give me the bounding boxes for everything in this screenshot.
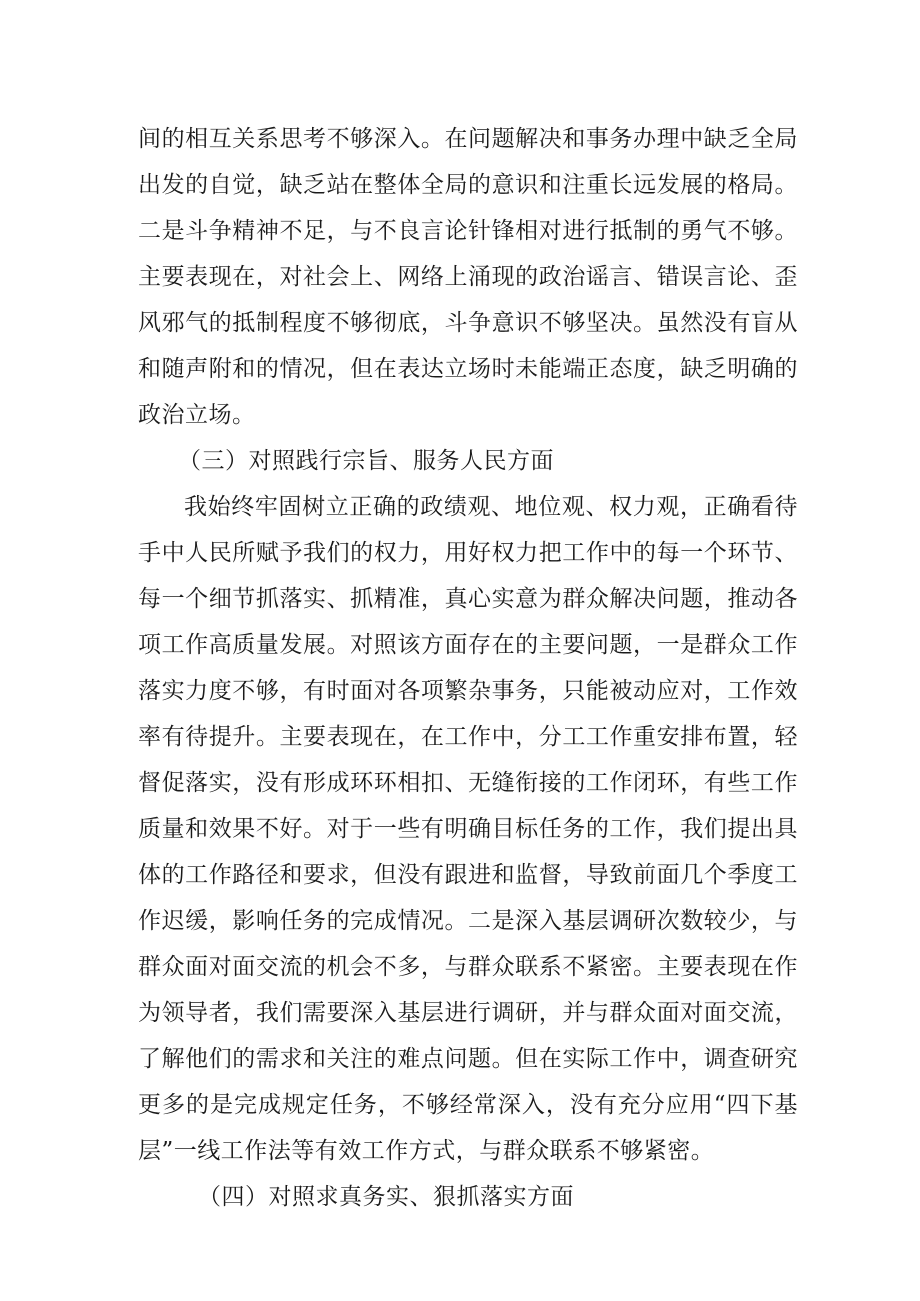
text-line: 间的相互关系思考不够深入。在问题解决和事务办理中缺乏全局 [138, 126, 798, 152]
paragraph-first-line: 我始终牢固树立正确的政绩观、地位观、权力观，正确看待 [184, 494, 798, 520]
text-line: 项工作高质量发展。对照该方面存在的主要问题，一是群众工作 [138, 632, 798, 658]
text-line: 每一个细节抓落实、抓精准，真心实意为群众解决问题，推动各 [138, 586, 798, 612]
text-line: 层”一线工作法等有效工作方式，与群众联系不够紧密。 [138, 1138, 715, 1164]
text-line: 了解他们的需求和关注的难点问题。但在实际工作中，调查研究 [138, 1046, 798, 1072]
text-line: 手中人民所赋予我们的权力，用好权力把工作中的每一个环节、 [138, 540, 798, 566]
text-line: 二是斗争精神不足，与不良言论针锋相对进行抵制的勇气不够。 [138, 218, 798, 244]
text-line: 风邪气的抵制程度不够彻底，斗争意识不够坚决。虽然没有盲从 [138, 310, 798, 336]
text-line: 作迟缓，影响任务的完成情况。二是深入基层调研次数较少，与 [138, 908, 798, 934]
text-line: 政治立场。 [138, 402, 256, 428]
body-text [138, 116, 798, 1220]
text-line: 督促落实，没有形成环环相扣、无缝衔接的工作闭环，有些工作 [138, 770, 798, 796]
text-line: 出发的自觉，缺乏站在整体全局的意识和注重长远发展的格局。 [138, 172, 798, 198]
text-line: 群众面对面交流的机会不多，与群众联系不紧密。主要表现在作 [138, 954, 798, 980]
text-line: 率有待提升。主要表现在，在工作中，分工工作重安排布置，轻 [138, 724, 798, 750]
text-line: 为领导者，我们需要深入基层进行调研，并与群众面对面交流， [138, 1000, 798, 1026]
section-heading-4: （四）对照求真务实、狠抓落实方面 [198, 1184, 574, 1210]
text-line: 和随声附和的情况，但在表达立场时未能端正态度，缺乏明确的 [138, 356, 798, 382]
text-line: 落实力度不够，有时面对各项繁杂事务，只能被动应对，工作效 [138, 678, 798, 704]
section-heading-3: （三）对照践行宗旨、服务人民方面 [178, 448, 554, 474]
text-line: 主要表现在，对社会上、网络上涌现的政治谣言、错误言论、歪 [138, 264, 798, 290]
text-line: 体的工作路径和要求，但没有跟进和监督，导致前面几个季度工 [138, 862, 798, 888]
text-line: 质量和效果不好。对于一些有明确目标任务的工作，我们提出具 [138, 816, 798, 842]
text-line: 更多的是完成规定任务，不够经常深入，没有充分应用“四下基 [138, 1092, 798, 1118]
